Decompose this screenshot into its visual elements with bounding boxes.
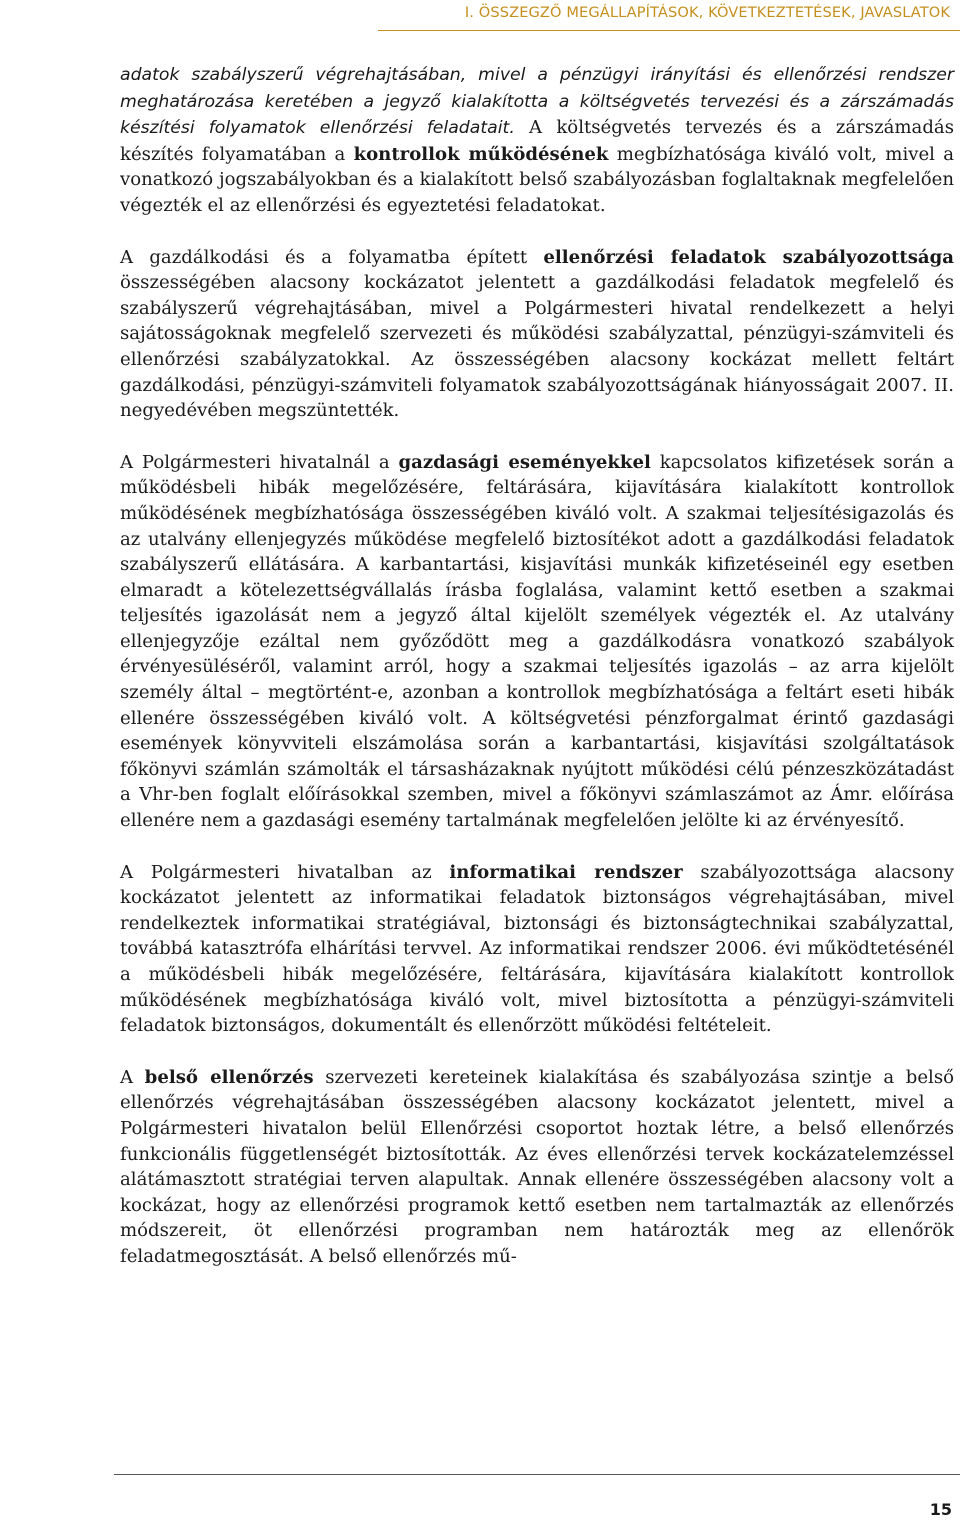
highlight-term: belső ellenőrzés bbox=[144, 1066, 314, 1088]
highlight-term: gazdasági eseményekkel bbox=[398, 451, 651, 473]
paragraph-lead: adatok szabályszerű végrehajtásában, mivel a pénzügyi irányítási és ellenőrzési rendszer meghatározása keretében a jegyző kialakította a költségvetés tervezési és a zárszámadás készítési folyamatok ellenőrzési feladatait. bbox=[120, 65, 954, 139]
footer-rule bbox=[114, 1474, 960, 1475]
paragraph-text: A gazdálkodási és a folyamatba épített bbox=[120, 246, 544, 268]
paragraph-control-regulation bbox=[120, 245, 954, 424]
paragraph-budget bbox=[120, 62, 954, 219]
highlight-term: informatikai rendszer bbox=[449, 861, 683, 883]
paragraph-economic-events bbox=[120, 450, 954, 834]
header-rule bbox=[378, 30, 960, 31]
paragraph-text: A bbox=[120, 1066, 145, 1088]
paragraph-internal-audit bbox=[120, 1065, 954, 1270]
page-number: 15 bbox=[929, 1500, 952, 1519]
paragraph-text: A Polgármesteri hivatalban az bbox=[120, 861, 450, 883]
paragraph-text: megbízhatósága kiváló volt, mivel a vonatkozó jogszabályokban és a kialakított belső szabályozásban foglaltaknak megfelelően végezték el az ellenőrzési és egyeztetési feladatokat. bbox=[120, 143, 955, 216]
paragraph-text: összességében alacsony kockázatot jelentett a gazdálkodási feladatok megfelelő és szabályszerű végrehajtásában, mivel a Polgármesteri hivatal rendelkezett a helyi sajátosságoknak megfelelő szervezeti és működési szabályzattal, pénzügyi-számviteli és ellenőrzési szabályzatokkal. Az összességében alacsony kockázat mellett feltárt gazdálkodási, pénzügyi-számviteli folyamatok szabályozottságának hiányosságait 2007. II. negyedévében megszüntették. bbox=[120, 272, 954, 422]
paragraph-it-system bbox=[120, 860, 954, 1039]
paragraph-text: szabályozottsága alacsony kockázatot jelentett az informatikai feladatok biztonságos végrehajtásában, mivel rendelkeztek informatikai stratégiával, biztonsági és biztonságtechnikai szabályzattal, továbbá katasztrófa elhárítási tervvel. Az informatikai rendszer 2006. évi működtetésénél a működésbeli hibák megelőzésére, feltárására, kijavítására kialakított kontrollok működésének megbízhatósága kiváló volt, mivel biztosította a pénzügyi-számviteli feladatok biztonságos, dokumentált és ellenőrzött működési feltételeit. bbox=[120, 861, 954, 1037]
paragraph-text: A költségvetés tervezés és a zárszámadás készítés folyamatában a bbox=[120, 117, 954, 165]
document-body bbox=[120, 62, 954, 1296]
paragraph-text: A Polgármesteri hivatalnál a bbox=[120, 451, 399, 473]
paragraph-text: kapcsolatos kifizetések során a működésbeli hibák megelőzésére, feltárására, kijavítására kialakított kontrollok működésének megbízhatósága összességében kiváló volt. A szakmai teljesítésigazolás és az utalvány ellenjegyzés működése megfelelő biztosítékot adott a gazdálkodási feladatok szabályszerű ellátására. A karbantartási, kisjavítási munkák kifizetéseinél egy esetben elmaradt a kötelezettségvállalás írásba foglalása, valamint kettő esetben a szakmai teljesítés igazolását nem a jegyző által kijelölt személyek végezték el. Az utalvány ellenjegyzője ezáltal nem győződött meg a gazdálkodásra vonatkozó szabályok érvényesüléséről, valamint arról, hogy a szakmai teljesítés igazolás – az arra kijelölt személy által – megtörtént-e, azonban a kontrollok megbízhatósága a feltárt eseti hibák ellenére összességében kiváló volt. A költségvetési pénzforgalmat érintő gazdasági események könyvviteli elszámolása során a karbantartási, kisjavítási szolgáltatások főkönyvi számlán számolták el társasházaknak nyújtott működési célú pénzeszközátadást a Vhr-ben foglalt előírásokkal szemben, mivel a főkönyvi számlaszámot az Ámr. előírása ellenére nem a gazdasági esemény tartalmának megfelelően jelölte ki az érvényesítő. bbox=[120, 451, 954, 832]
running-header: I. ÖSSZEGZŐ MEGÁLLAPÍTÁSOK, KÖVETKEZTETÉSEK, JAVASLATOK bbox=[464, 4, 950, 21]
highlight-term: kontrollok működésének bbox=[353, 143, 609, 165]
highlight-term: ellenőrzési feladatok szabályozottsága bbox=[543, 246, 954, 268]
paragraph-text: szervezeti kereteinek kialakítása és szabályozása szintje a belső ellenőrzés végrehajtásában összességében alacsony kockázatot jelentett, mivel a Polgármesteri hivatalon belül Ellenőrzési csoportot hoztak létre, a belső ellenőrzés funkcionális függetlenségét biztosították. Az éves ellenőrzési tervek kockázatelemzéssel alátámasztott stratégiai terven alapultak. Annak ellenére összességében alacsony volt a kockázat, hogy az ellenőrzési programok kettő esetben nem tartalmazták az ellenőrzés módszereit, öt ellenőrzési programban nem határozták meg az ellenőrök feladatmegosztását. A belső ellenőrzés mű- bbox=[120, 1066, 955, 1267]
